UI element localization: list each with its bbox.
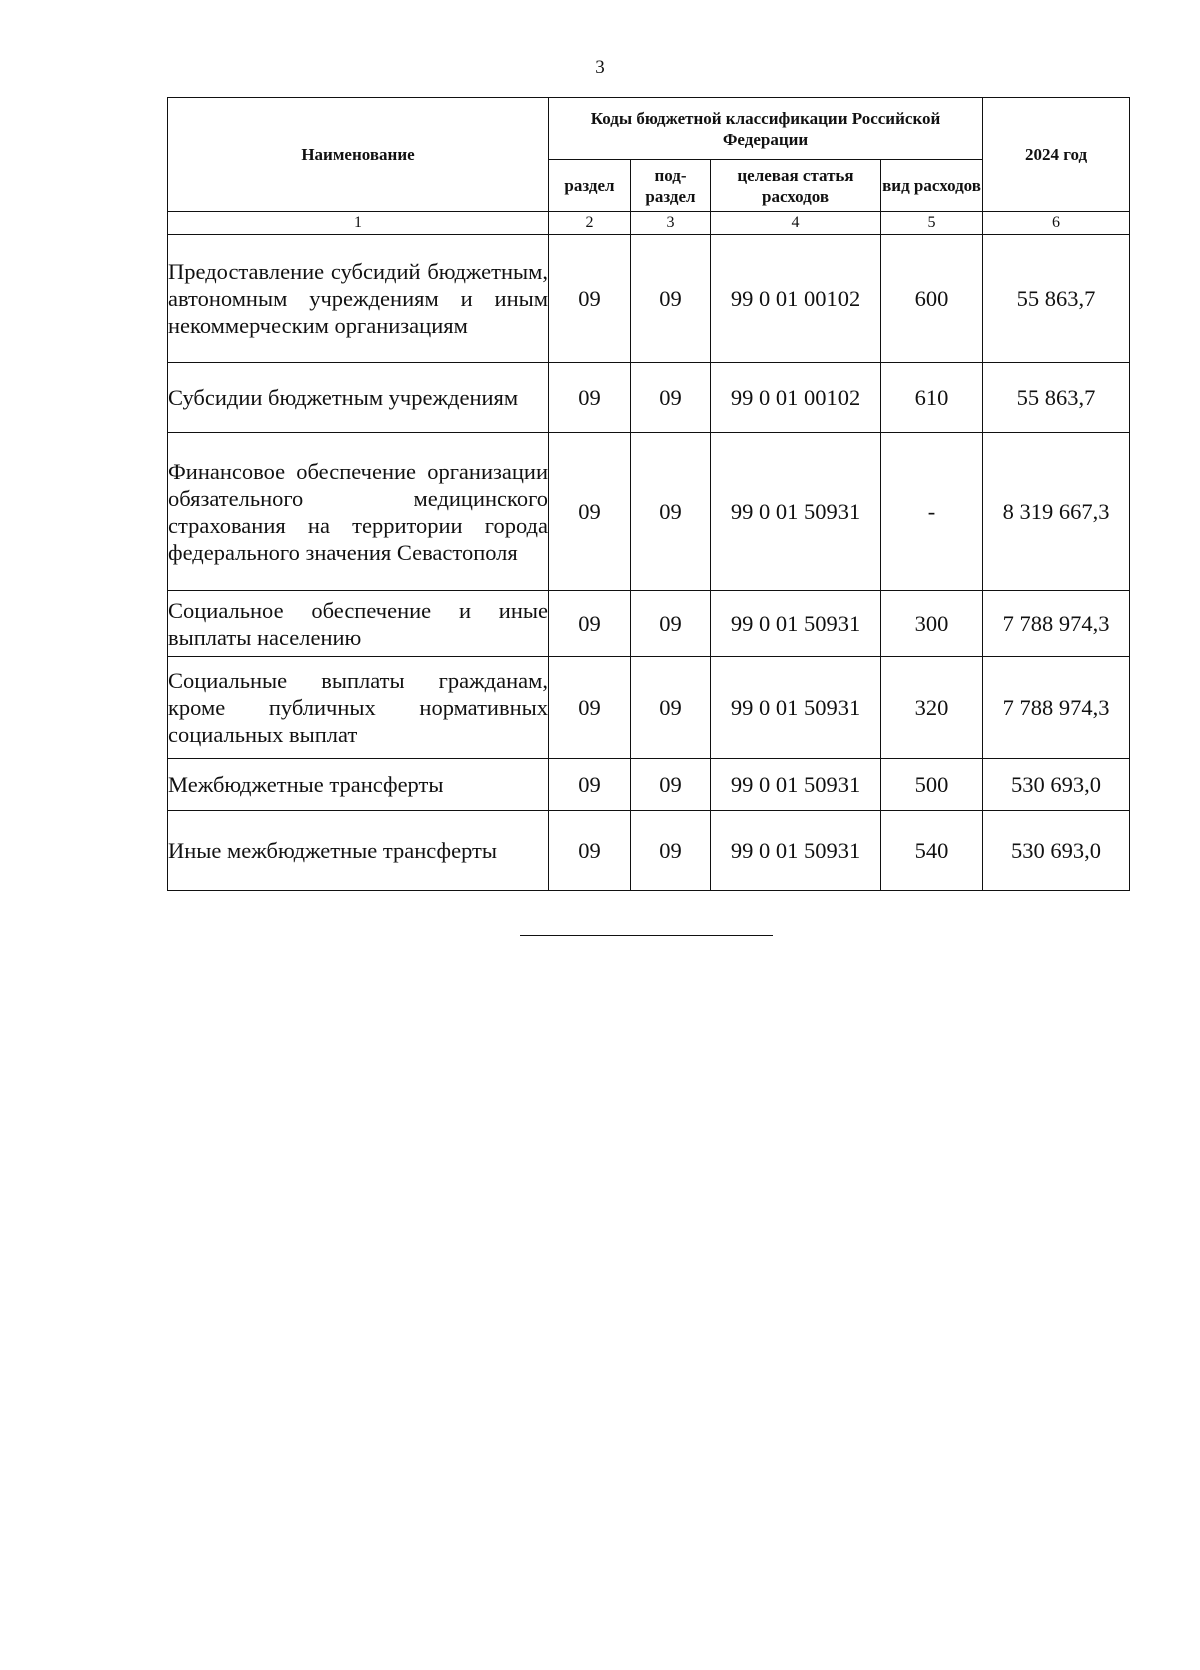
table-row bbox=[168, 235, 1130, 363]
table-row bbox=[168, 759, 1130, 811]
row-expense-type: 600 bbox=[881, 235, 983, 363]
row-subsection: 09 bbox=[631, 591, 711, 657]
row-name: Финансовое обеспечение организации обязательного медицинского страхования на территории города федерального значения Севастополя bbox=[168, 433, 549, 591]
column-number: 6 bbox=[983, 212, 1130, 235]
header-codes-group: Коды бюджетной классификации Российской Федерации bbox=[549, 98, 983, 160]
row-target-item: 99 0 01 00102 bbox=[711, 363, 881, 433]
column-number: 4 bbox=[711, 212, 881, 235]
table-row bbox=[168, 433, 1130, 591]
row-amount: 7 788 974,3 bbox=[983, 591, 1130, 657]
row-expense-type: 540 bbox=[881, 811, 983, 891]
table-row bbox=[168, 591, 1130, 657]
row-section: 09 bbox=[549, 759, 631, 811]
column-number: 3 bbox=[631, 212, 711, 235]
row-name: Социальные выплаты гражданам, кроме публичных нормативных социальных выплат bbox=[168, 657, 549, 759]
row-subsection: 09 bbox=[631, 657, 711, 759]
row-target-item: 99 0 01 50931 bbox=[711, 433, 881, 591]
row-amount: 8 319 667,3 bbox=[983, 433, 1130, 591]
header-expense-type: вид расходов bbox=[881, 160, 983, 212]
header-target-item: целевая статья расходов bbox=[711, 160, 881, 212]
row-section: 09 bbox=[549, 363, 631, 433]
row-section: 09 bbox=[549, 811, 631, 891]
row-name: Иные межбюджетные трансферты bbox=[168, 811, 549, 891]
row-subsection: 09 bbox=[631, 235, 711, 363]
row-subsection: 09 bbox=[631, 759, 711, 811]
budget-table bbox=[167, 97, 1130, 891]
row-target-item: 99 0 01 00102 bbox=[711, 235, 881, 363]
table-row bbox=[168, 657, 1130, 759]
column-number: 5 bbox=[881, 212, 983, 235]
row-target-item: 99 0 01 50931 bbox=[711, 657, 881, 759]
column-number: 1 bbox=[168, 212, 549, 235]
row-section: 09 bbox=[549, 433, 631, 591]
row-name: Межбюджетные трансферты bbox=[168, 759, 549, 811]
row-expense-type: 500 bbox=[881, 759, 983, 811]
row-amount: 530 693,0 bbox=[983, 759, 1130, 811]
row-subsection: 09 bbox=[631, 811, 711, 891]
row-expense-type: 300 bbox=[881, 591, 983, 657]
row-target-item: 99 0 01 50931 bbox=[711, 591, 881, 657]
page-number: 3 bbox=[595, 57, 605, 78]
row-section: 09 bbox=[549, 591, 631, 657]
row-amount: 530 693,0 bbox=[983, 811, 1130, 891]
header-section: раздел bbox=[549, 160, 631, 212]
closing-separator-line bbox=[520, 935, 773, 936]
header-year: 2024 год bbox=[983, 98, 1130, 212]
row-target-item: 99 0 01 50931 bbox=[711, 759, 881, 811]
row-amount: 7 788 974,3 bbox=[983, 657, 1130, 759]
table-row bbox=[168, 363, 1130, 433]
header-name: Наименование bbox=[168, 98, 549, 212]
row-name: Социальное обеспечение и иные выплаты населению bbox=[168, 591, 549, 657]
row-section: 09 bbox=[549, 657, 631, 759]
header-subsection: под-раздел bbox=[631, 160, 711, 212]
row-name: Субсидии бюджетным учреждениям bbox=[168, 363, 549, 433]
row-target-item: 99 0 01 50931 bbox=[711, 811, 881, 891]
row-expense-type: - bbox=[881, 433, 983, 591]
row-amount: 55 863,7 bbox=[983, 235, 1130, 363]
row-expense-type: 610 bbox=[881, 363, 983, 433]
row-section: 09 bbox=[549, 235, 631, 363]
table-row bbox=[168, 811, 1130, 891]
row-subsection: 09 bbox=[631, 363, 711, 433]
row-expense-type: 320 bbox=[881, 657, 983, 759]
row-subsection: 09 bbox=[631, 433, 711, 591]
row-amount: 55 863,7 bbox=[983, 363, 1130, 433]
column-number: 2 bbox=[549, 212, 631, 235]
row-name: Предоставление субсидий бюджетным, автономным учреждениям и иным некоммерческим организациям bbox=[168, 235, 549, 363]
